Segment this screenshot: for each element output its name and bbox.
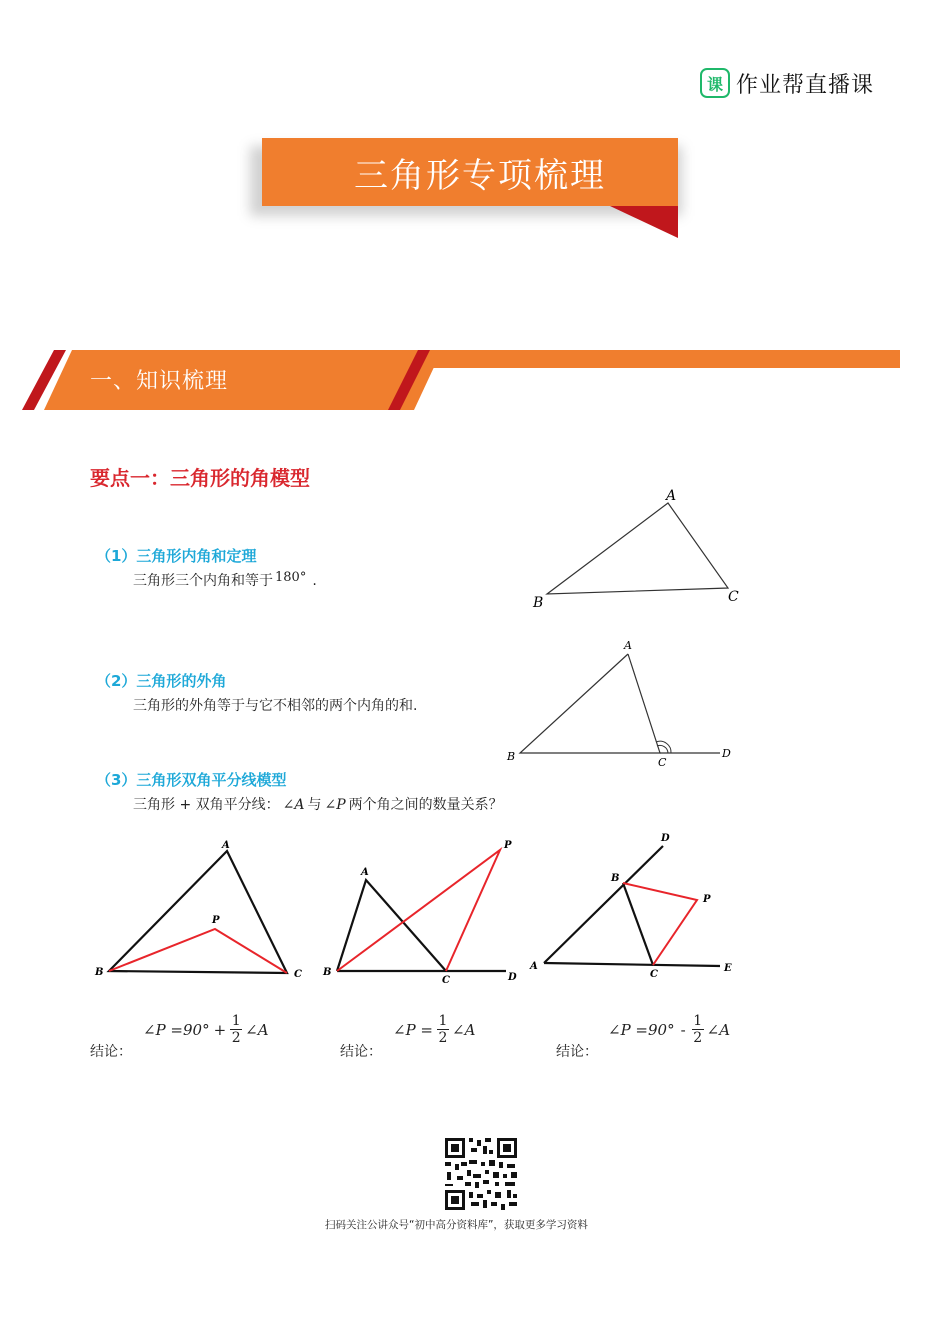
fig1-label-b: B bbox=[533, 595, 544, 611]
fig1-label-a: A bbox=[666, 488, 677, 504]
conclusion-3-formula: ∠P =90° - 1 2 ∠A bbox=[608, 1013, 731, 1046]
m3-label-a: A bbox=[530, 961, 538, 972]
item2-heading: （2）三角形的外角 bbox=[96, 672, 227, 690]
lesson-icon: 课 bbox=[700, 68, 730, 98]
point-heading: 要点一：三角形的角模型 bbox=[90, 466, 310, 490]
item1-text: 三角形三个内角和等于 180° . bbox=[133, 570, 317, 589]
title-banner bbox=[262, 138, 678, 206]
brand-logo bbox=[700, 66, 874, 100]
conclusion-2-formula: ∠P = 1 2 ∠A bbox=[393, 1013, 476, 1046]
item1-value: 180° bbox=[275, 570, 307, 585]
conclusion-1-formula: ∠P =90° + $\frac{1}{2}$ ∠A bbox=[143, 1013, 269, 1046]
m3-label-e: E bbox=[724, 963, 732, 974]
fig2-label-b: B bbox=[507, 750, 516, 763]
m2-label-p: P bbox=[504, 840, 512, 851]
section-title: 一、知识梳理 bbox=[90, 369, 229, 394]
conclusion-2-label: 结论： bbox=[340, 1044, 382, 1060]
figure-model-2 bbox=[318, 835, 528, 990]
fig1-label-c: C bbox=[728, 589, 739, 605]
conclusion-3-label: 结论： bbox=[556, 1044, 598, 1060]
figure-triangle bbox=[525, 482, 755, 614]
page-title: 三角形专项梳理 bbox=[354, 155, 606, 196]
m2-label-d: D bbox=[508, 972, 517, 983]
brand-name: 作业帮直播课 bbox=[736, 72, 875, 98]
m3-label-d: D bbox=[661, 833, 670, 844]
m3-label-p: P bbox=[703, 894, 711, 905]
title-banner-ribbon bbox=[600, 204, 680, 240]
m3-label-c: C bbox=[650, 969, 658, 980]
figure-model-1 bbox=[90, 835, 310, 985]
m1-label-p: P bbox=[212, 915, 220, 926]
item2-text: 三角形的外角等于与它不相邻的两个内角的和. bbox=[133, 698, 418, 714]
m1-label-c: C bbox=[294, 969, 302, 980]
fig2-label-c: C bbox=[658, 756, 667, 769]
conclusion-1-label: 结论： bbox=[90, 1044, 132, 1060]
qr-code-icon bbox=[443, 1136, 519, 1212]
footer-text: 扫码关注公讲众号“初中高分资料库”，获取更多学习资料 bbox=[325, 1219, 588, 1231]
figure-exterior-angle bbox=[502, 636, 742, 770]
item3-heading: （3）三角形双角平分线模型 bbox=[96, 771, 287, 789]
m3-label-b: B bbox=[611, 873, 620, 884]
item1-heading: （1）三角形内角和定理 bbox=[96, 547, 257, 565]
figure-model-3 bbox=[525, 825, 755, 985]
fig2-label-d: D bbox=[722, 747, 731, 760]
item3-text: 三角形 + 双角平分线： ∠A 与 ∠P 两个角之间的数量关系？ bbox=[133, 797, 503, 813]
m1-label-a: A bbox=[222, 840, 230, 851]
m2-label-b: B bbox=[323, 967, 332, 978]
m2-label-c: C bbox=[442, 975, 450, 986]
m2-label-a: A bbox=[361, 867, 369, 878]
m1-label-b: B bbox=[95, 967, 104, 978]
fig2-label-a: A bbox=[624, 639, 632, 652]
